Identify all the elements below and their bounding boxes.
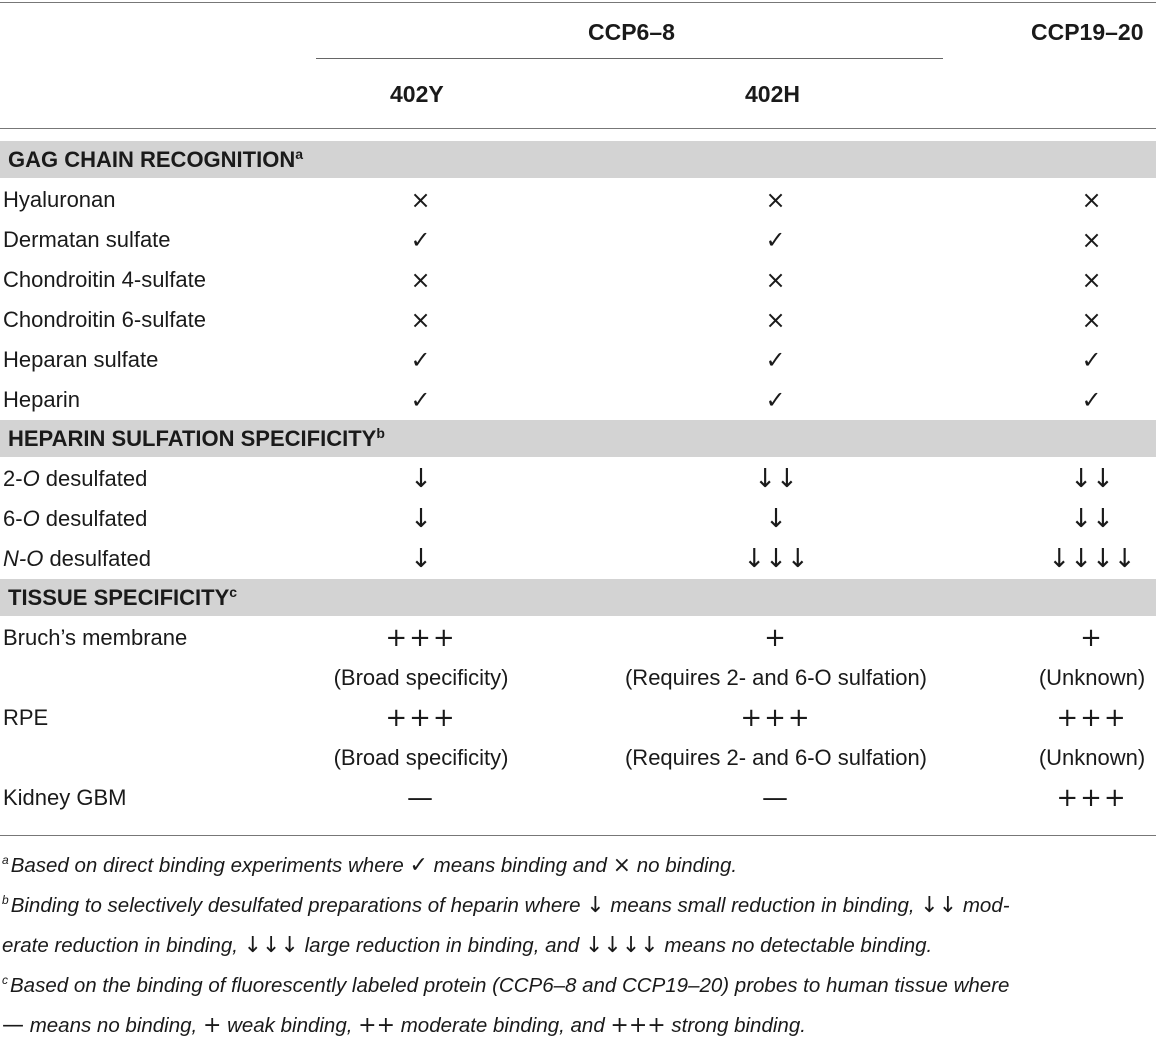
row-label-suffix: desulfated bbox=[43, 546, 151, 571]
header-rule bbox=[0, 128, 1156, 129]
footnote-mark: a bbox=[2, 853, 9, 867]
row-label: Kidney GBM bbox=[3, 785, 127, 810]
cell-402h: ↓↓↓ bbox=[743, 544, 809, 574]
cell-ccp19-20: ✓ bbox=[1081, 386, 1103, 414]
header-group-ccp6-8: CCP6–8 bbox=[588, 19, 675, 45]
footnote-b-line2 bbox=[2, 926, 1154, 966]
cell-402y: +++ bbox=[385, 623, 457, 653]
cell-402y: × bbox=[410, 306, 432, 334]
footnote-text: Binding to selectively desulfated preparations of heparin where bbox=[10, 894, 587, 917]
double-plus-icon: ++ bbox=[358, 1013, 396, 1038]
table-row bbox=[0, 658, 1156, 698]
down-arrow-icon: ↓ bbox=[586, 893, 605, 918]
footnote-mark: b bbox=[376, 425, 385, 441]
cell-402y: — bbox=[407, 783, 435, 813]
row-label-italic: O bbox=[22, 466, 40, 491]
triple-down-arrow-icon: ↓↓↓ bbox=[243, 933, 299, 958]
cell-ccp19-20: ↓↓ bbox=[1070, 464, 1114, 494]
quadruple-down-arrow-icon: ↓↓↓↓ bbox=[584, 933, 659, 958]
table-row bbox=[0, 738, 1156, 778]
cell-ccp19-20: ↓↓ bbox=[1070, 504, 1114, 534]
double-down-arrow-icon: ↓↓ bbox=[920, 893, 958, 918]
footnote-text: no binding. bbox=[631, 854, 738, 877]
section-gag-chain-recognition bbox=[0, 141, 1156, 178]
footnotes bbox=[2, 846, 1154, 1046]
cell-ccp19-20: ✓ bbox=[1081, 346, 1103, 374]
table-row bbox=[0, 300, 1156, 340]
table-row bbox=[0, 220, 1156, 260]
cell-402h: ✓ bbox=[765, 386, 787, 414]
row-label-suffix: desulfated bbox=[39, 506, 148, 531]
footnote-text: mod- bbox=[957, 894, 1010, 917]
triple-plus-icon: +++ bbox=[610, 1013, 666, 1038]
cell-402h: ↓↓ bbox=[754, 464, 798, 494]
footnote-text: means small reduction in binding, bbox=[604, 894, 921, 917]
footnote-text: Based on the binding of fluorescently labeled protein (CCP6–8 and CCP19–20) probes to human tissue where bbox=[10, 974, 1010, 997]
footnote-text: means binding and bbox=[427, 854, 613, 877]
cell-402h: + bbox=[764, 623, 788, 653]
cell-402y: × bbox=[410, 186, 432, 214]
row-label: Chondroitin 6-sulfate bbox=[3, 307, 207, 332]
table-row bbox=[0, 340, 1156, 380]
footnote-text: erate reduction in binding, bbox=[2, 934, 244, 957]
header-group-ccp19-20: CCP19–20 bbox=[1031, 19, 1144, 45]
table-row bbox=[0, 698, 1156, 738]
cell-ccp19-20: +++ bbox=[1056, 703, 1128, 733]
section-tissue-specificity bbox=[0, 579, 1156, 616]
footnote-c-line1 bbox=[2, 966, 1154, 1006]
table-row bbox=[0, 459, 1156, 499]
row-label bbox=[0, 546, 310, 572]
row-label-italic: O bbox=[22, 506, 40, 531]
header-col-402h: 402H bbox=[745, 81, 800, 107]
cell-ccp19-20: ↓↓↓↓ bbox=[1048, 544, 1136, 574]
footnote-text: moderate binding, and bbox=[395, 1014, 611, 1037]
cell-402y: ✓ bbox=[410, 346, 432, 374]
bottom-rule bbox=[0, 835, 1156, 836]
table-row bbox=[0, 260, 1156, 300]
header-group-underline bbox=[316, 58, 943, 59]
cell-402h: — bbox=[762, 783, 790, 813]
footnote-text: means no binding, bbox=[24, 1014, 203, 1037]
footnote-a bbox=[2, 846, 1154, 886]
table-body bbox=[0, 141, 1156, 818]
cell-ccp19-20: × bbox=[1081, 186, 1103, 214]
footnote-c-line2 bbox=[2, 1006, 1154, 1046]
header-col-402y: 402Y bbox=[390, 81, 444, 107]
cell-402y: ↓ bbox=[410, 504, 432, 534]
plus-icon: + bbox=[202, 1013, 222, 1038]
cell-402y: ✓ bbox=[410, 226, 432, 254]
row-label-italic: N-O bbox=[3, 546, 44, 571]
section-title: TISSUE SPECIFICITY bbox=[8, 585, 230, 610]
cell-ccp19-20: + bbox=[1080, 623, 1104, 653]
row-label: Heparan sulfate bbox=[3, 347, 159, 372]
footnote-text: weak binding, bbox=[221, 1014, 359, 1037]
footnote-mark: a bbox=[295, 146, 304, 162]
cell-ccp19-20-note: (Unknown) bbox=[1038, 665, 1146, 690]
row-label-prefix: 6- bbox=[3, 506, 23, 531]
table-row bbox=[0, 180, 1156, 220]
cell-ccp19-20: × bbox=[1081, 266, 1103, 294]
cell-402y: × bbox=[410, 266, 432, 294]
footnote-text: strong binding. bbox=[665, 1014, 806, 1037]
footnote-text: large reduction in binding, and bbox=[298, 934, 585, 957]
cell-402h: × bbox=[765, 266, 787, 294]
cell-402y-note: (Broad specificity) bbox=[333, 745, 509, 770]
cell-ccp19-20-note: (Unknown) bbox=[1038, 745, 1146, 770]
row-label: Heparin bbox=[3, 387, 81, 412]
section-title: HEPARIN SULFATION SPECIFICITY bbox=[8, 426, 377, 451]
row-label bbox=[0, 466, 310, 492]
cell-ccp19-20: × bbox=[1081, 226, 1103, 254]
cell-402y: ↓ bbox=[410, 464, 432, 494]
table-row bbox=[0, 539, 1156, 579]
cross-icon: × bbox=[612, 853, 632, 878]
cell-402h: ✓ bbox=[765, 226, 787, 254]
cell-402y: +++ bbox=[385, 703, 457, 733]
row-label: Chondroitin 4-sulfate bbox=[3, 267, 207, 292]
section-title: GAG CHAIN RECOGNITION bbox=[8, 147, 296, 172]
table-row bbox=[0, 778, 1156, 818]
footnote-mark: c bbox=[229, 584, 238, 600]
cell-402h: × bbox=[765, 186, 787, 214]
cell-402h-note: (Requires 2- and 6-O sulfation) bbox=[624, 745, 928, 770]
cell-402h: ✓ bbox=[765, 346, 787, 374]
footnote-mark: b bbox=[2, 893, 9, 907]
dash-icon: — bbox=[2, 1013, 24, 1038]
table-row bbox=[0, 499, 1156, 539]
row-label: Dermatan sulfate bbox=[3, 227, 171, 252]
row-label: Hyaluronan bbox=[3, 187, 116, 212]
table-row bbox=[0, 618, 1156, 658]
footnote-b-line1 bbox=[2, 886, 1154, 926]
row-label-suffix: desulfated bbox=[39, 466, 148, 491]
section-heparin-sulfation-specificity bbox=[0, 420, 1156, 457]
cell-402y-note: (Broad specificity) bbox=[333, 665, 509, 690]
cell-402y: ✓ bbox=[410, 386, 432, 414]
cell-402h: +++ bbox=[740, 703, 812, 733]
cell-ccp19-20: × bbox=[1081, 306, 1103, 334]
footnote-text: means no detectable binding. bbox=[658, 934, 933, 957]
cell-402h: ↓ bbox=[765, 504, 787, 534]
cell-ccp19-20: +++ bbox=[1056, 783, 1128, 813]
cell-402h-note: (Requires 2- and 6-O sulfation) bbox=[624, 665, 928, 690]
check-icon: ✓ bbox=[409, 853, 428, 878]
cell-402h: × bbox=[765, 306, 787, 334]
row-label: RPE bbox=[3, 705, 49, 730]
footnote-mark: c bbox=[2, 973, 8, 987]
table-row bbox=[0, 380, 1156, 420]
row-label bbox=[0, 506, 310, 532]
top-rule bbox=[0, 2, 1156, 3]
footnote-text: Based on direct binding experiments where bbox=[10, 854, 410, 877]
row-label: Bruch’s membrane bbox=[3, 625, 188, 650]
row-label-prefix: 2- bbox=[3, 466, 23, 491]
cell-402y: ↓ bbox=[410, 544, 432, 574]
